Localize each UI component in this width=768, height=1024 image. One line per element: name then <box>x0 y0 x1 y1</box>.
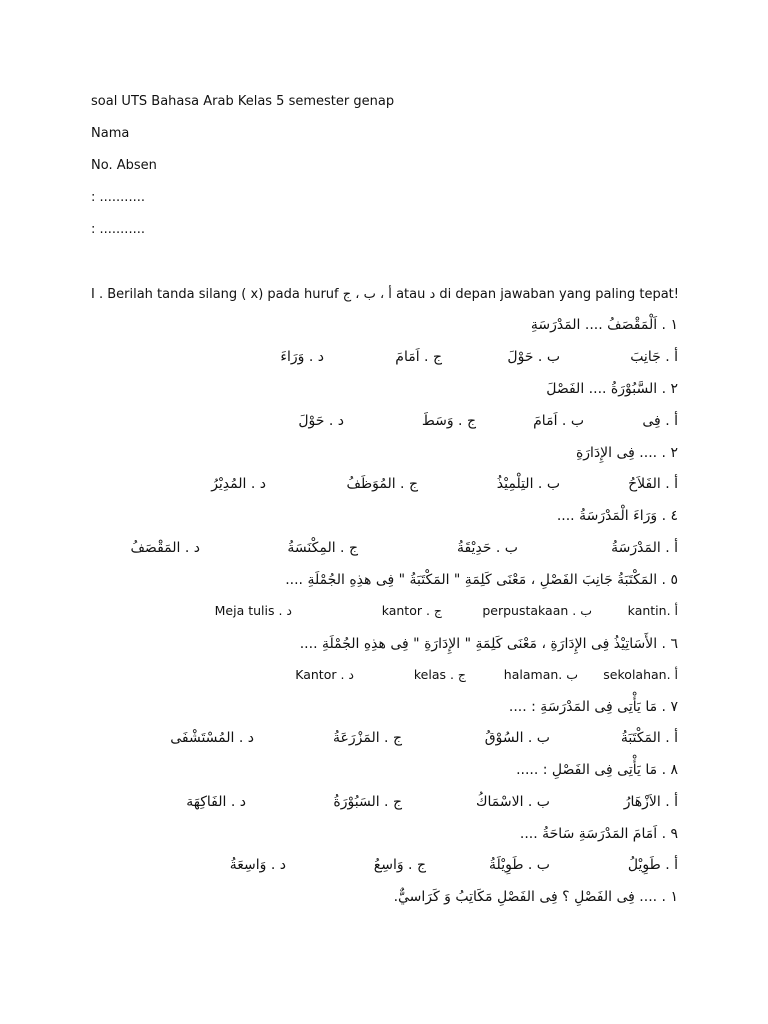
option-d: د . الفَاكِهَة <box>186 794 246 810</box>
option-d: د . المُدِيْرُ <box>211 476 266 492</box>
option-b: ب .halaman <box>503 667 578 682</box>
option-c: ج . المُوَظَفُ <box>346 476 418 492</box>
option-b: ب . اَمَامَ <box>533 413 584 429</box>
option-a: أ . فِى <box>642 413 678 429</box>
option-b: ب . الاسْمَاكُ <box>475 794 550 810</box>
options-2 <box>208 413 678 429</box>
option-a: أ . الفَلاَحُ <box>628 476 678 492</box>
option-d: د . Kantor <box>295 667 354 682</box>
question-8: ٨ . مَا يَأْتِى فِى الفَصْلِ : ..... <box>516 762 678 778</box>
question-9: ٩ . اَمَامَ المَدْرَسَةِ سَاحَةُ .... <box>519 826 678 842</box>
options-7 <box>148 730 678 746</box>
option-c: ج . وَاسِعُ <box>373 857 426 873</box>
nama-blank: : ........... <box>91 190 145 205</box>
question-2: ٢ . السَّبُوْرَةُ .... الفَصْلَ <box>546 381 678 397</box>
option-d: د . المَقْصَفُ <box>130 540 200 556</box>
options-9 <box>188 857 678 873</box>
option-c: ج . المِكْنَسَةُ <box>287 540 358 556</box>
option-d: د . المُسْتَشْفَى <box>170 730 254 746</box>
option-c: ج . وَسَطَ <box>421 413 476 429</box>
instruction-atau: atau <box>396 287 426 302</box>
instruction-letter-d: د <box>429 287 436 302</box>
option-d: د . Meja tulis <box>214 603 292 618</box>
option-b: ب . perpustakaan <box>482 603 592 618</box>
option-b: ب . التِلْمِيْذُ <box>496 476 560 492</box>
question-6: ٦ . الأَسَاتِيْذُ فِى الإِدَارَةِ ، مَعْنَى كَلِمَةِ " الإِدَارَةِ " فِى هذِهِ الجُمْلَةِ .... <box>299 636 678 652</box>
option-a: أ . جَانِبَ <box>630 349 678 365</box>
options-6 <box>258 667 678 682</box>
question-4: ٤ . وَرَاءَ الْمَدْرَسَةُ .... <box>556 508 678 524</box>
question-1: ١ . اَلْمَقْصَفُ .... المَدْرَسَةِ <box>530 317 678 333</box>
instruction-suffix: di depan jawaban yang paling tepat! <box>439 287 679 302</box>
option-c: ج . kantor <box>381 603 442 618</box>
options-4 <box>98 540 678 556</box>
options-8 <box>148 794 678 810</box>
option-b: ب . حَدِيْقَةُ <box>456 540 518 556</box>
option-a: أ . المَدْرَسَةُ <box>611 540 678 556</box>
option-c: ج . المَزْرَعَةُ <box>333 730 402 746</box>
options-3 <box>138 476 678 492</box>
nama-label: Nama <box>91 126 130 141</box>
instruction-letters: أ ، ب ، ج <box>342 287 392 302</box>
option-d: د . وَاسِعَةُ <box>229 857 286 873</box>
option-d: د . حَوْلَ <box>298 413 344 429</box>
option-a: أ . طَوِيْلُ <box>627 857 678 873</box>
question-10: ١ . .... فِى الفَصْلِ ؟ فِى الفَصْلِ مَكَاتِبُ وَ كَرَاسيٌّ. <box>393 889 678 905</box>
options-5 <box>178 603 678 618</box>
option-b: ب . طَوِيْلَةُ <box>489 857 550 873</box>
absen-label: No. Absen <box>91 158 157 173</box>
option-a: أ .sekolahan <box>603 667 678 682</box>
option-a: أ . المَكْتَبَةُ <box>620 730 678 746</box>
question-7: ٧ . مَا يَأْتِى فِى المَدْرَسَةِ : .... <box>508 699 678 715</box>
option-b: ب . السُوْقُ <box>484 730 550 746</box>
option-c: ج . kelas <box>413 667 466 682</box>
option-a: أ .kantin <box>627 603 678 618</box>
option-a: أ . الاَزْهَارُ <box>623 794 678 810</box>
question-3: ٢ . .... فِى الإِدَارَةِ <box>575 445 678 461</box>
option-c: ج . اَمَامَ <box>395 349 442 365</box>
options-1 <box>208 349 678 365</box>
question-5: ٥ . المَكْتَبَةُ جَانِبَ الفَصْلِ ، مَعْنَى كَلِمَةِ " المَكْتَبَةُ " فِى هذِهِ الجُمْلَةِ .... <box>285 572 678 588</box>
option-c: ج . السَبُوْرَةُ <box>333 794 402 810</box>
instruction <box>91 287 679 302</box>
option-d: د . وَرَاءَ <box>280 349 324 365</box>
option-b: ب . حَوْلَ <box>507 349 560 365</box>
page-title: soal UTS Bahasa Arab Kelas 5 semester genap <box>91 94 395 109</box>
instruction-prefix: I . Berilah tanda silang ( x) pada huruf <box>91 287 339 302</box>
absen-blank: : ........... <box>91 222 145 237</box>
